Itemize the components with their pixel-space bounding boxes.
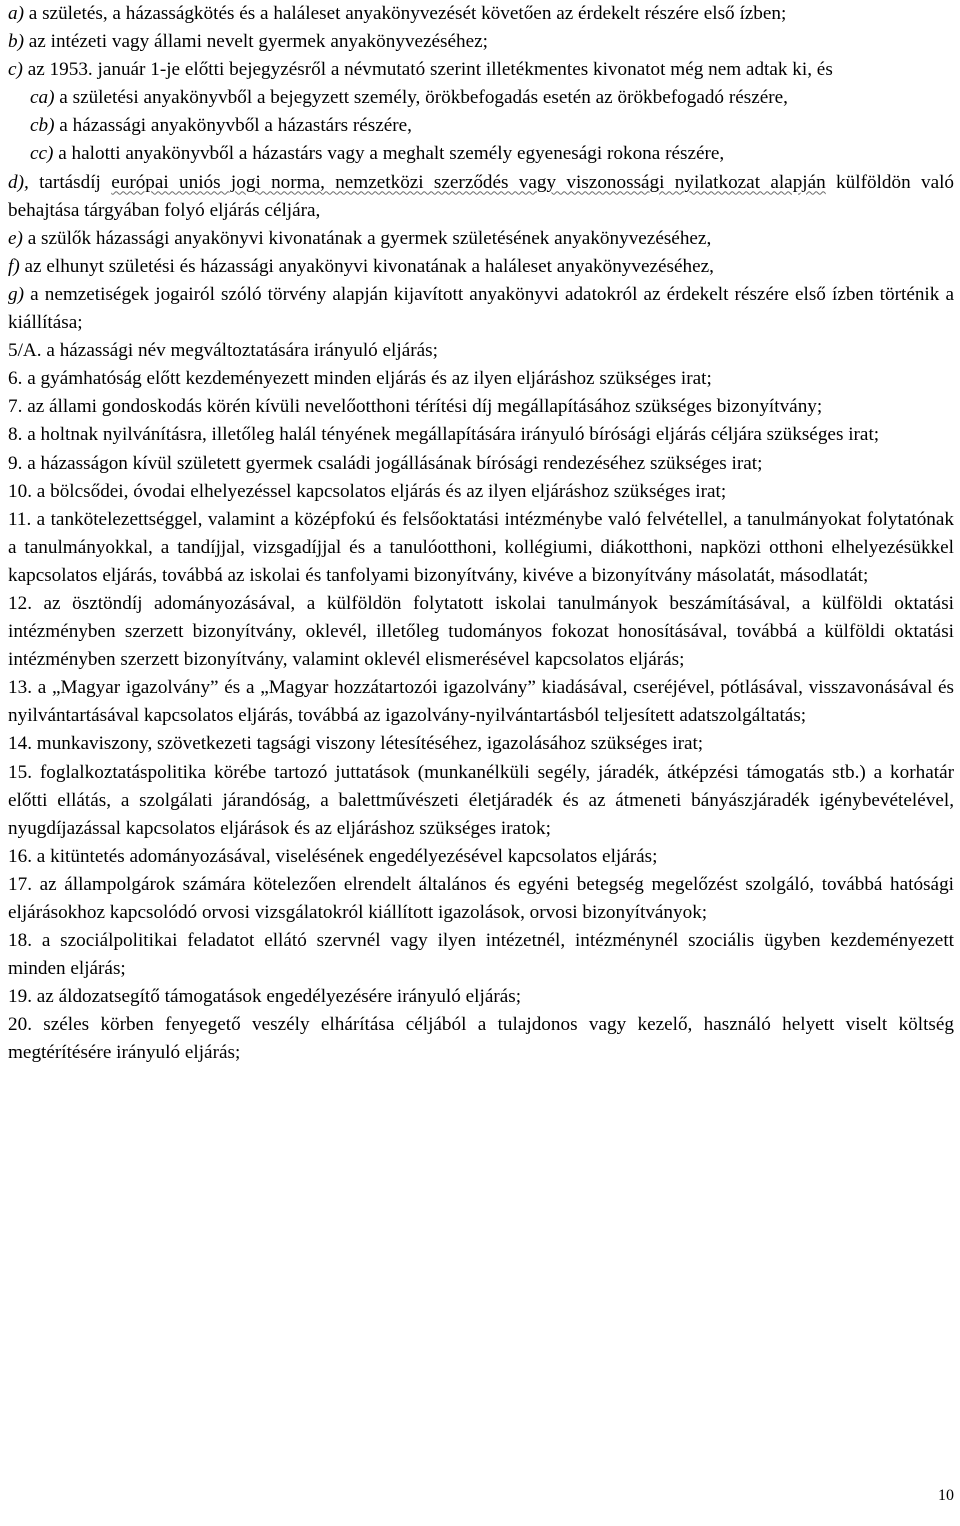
item-label: f)	[8, 255, 20, 277]
paragraph-9: 9. a házasságon kívül született gyermek családi jogállásának bírósági rendezéséhez szükséges irat;	[8, 452, 763, 474]
item-label: a)	[8, 3, 24, 24]
paragraph-15: 15. foglalkoztatáspolitika körébe tartozó juttatások (munkanélküli segély, járadék, átképzési támogatás stb.) a korhatár előtti ellátás, a szolgálati járandóság, a balettművészeti életjáradék és az átmeneti bányászjáradék igénybevételével, nyugdíjazással kapcsolatos eljárások és az eljáráshoz szükséges iratok;	[8, 761, 954, 839]
paragraph-ca	[8, 84, 954, 112]
item-label: ca)	[30, 87, 55, 109]
paragraph-12: 12. az ösztöndíj adományozásával, a külföldön folytatott iskolai tanulmányok beszámításával, a külföldi oktatási intézményben szerzett bizonyítvány, oklevél, illetőleg tudományos fokozat honosításával, továbbá a külföldi oktatási intézményben szerzett bizonyítvány, valamint oklevél elismerésével kapcsolatos eljárás;	[8, 592, 954, 671]
paragraph-13: 13. a „Magyar igazolvány” és a „Magyar hozzátartozói igazolvány” kiadásával, cseréjével, pótlásával, visszavonásával és nyilvántartásával kapcsolatos eljárás, továbbá az igazolvány-nyilvántartásból teljesített adatszolgáltatás;	[8, 677, 954, 727]
paragraph-cc	[8, 140, 954, 168]
paragraph-11: 11. a tankötelezettséggel, valamint a középfokú és felsőoktatási intézménybe való felvétellel, a tanulmányokat folytatónak a tanulmányokkal, a tandíjjal, vizsgadíjjal és a tanulóotthoni, kollégiumi, diákotthoni, napközi otthoni elhelyezésükkel kapcsolatos eljárás, továbbá az iskolai és tanfolyami bizonyítvány, kivéve a bizonyítvány másolatát, másodlatát;	[8, 508, 954, 586]
item-text: a házassági anyakönyvből a házastárs részére,	[54, 115, 412, 137]
item-text: a nemzetiségek jogairól szóló törvény alapján kijavított anyakönyvi adatokról az érdekelt részére első ízben történik a kiállítása;	[8, 283, 954, 334]
paragraph-6: 6. a gyámhatóság előtt kezdeményezett minden eljárás és az ilyen eljáráshoz szükséges irat;	[8, 368, 712, 390]
paragraph-16: 16. a kitüntetés adományozásával, viselésének engedélyezésével kapcsolatos eljárás;	[8, 845, 658, 867]
item-label: b)	[8, 31, 24, 53]
page-number: 10	[938, 1487, 954, 1504]
item-text: az 1953. január 1-je előtti bejegyzésről a névmutató szerint illetékmentes kivonatot még nem adtak ki, és	[22, 59, 833, 81]
paragraph-cb	[8, 112, 954, 140]
paragraph-14: 14. munkaviszony, szövetkezeti tagsági viszony létesítéséhez, igazolásához szükséges irat;	[8, 733, 704, 755]
paragraph-e	[8, 225, 954, 253]
paragraph-g	[8, 281, 954, 337]
paragraph-5a: 5/A. a házassági név megváltoztatására irányuló eljárás;	[8, 340, 438, 362]
paragraph-8: 8. a holtnak nyilvánításra, illetőleg halál tényének megállapítására irányuló bírósági eljárás céljára szükséges irat;	[8, 424, 880, 446]
paragraph-d	[8, 169, 954, 225]
item-text-before: tartásdíj	[28, 171, 112, 193]
paragraph-17: 17. az állampolgárok számára kötelezően elrendelt általános és egyéni betegség megelőzést szolgáló, továbbá hatósági eljárásokhoz kapcsolódó orvosi vizsgálatokról kiállított igazolások, orvosi bizonyítványok;	[8, 873, 954, 923]
item-label: cc)	[30, 143, 54, 165]
paragraph-c	[8, 56, 954, 84]
paragraph-a	[8, 0, 954, 28]
item-text: a szülők házassági anyakönyvi kivonatának a gyermek születésének anyakönyvezéséhez,	[22, 227, 712, 249]
paragraph-f	[8, 253, 954, 281]
item-text: a születés, a házasságkötés és a haláleset anyakönyvezését követően az érdekelt részére első ízben;	[23, 3, 787, 24]
item-text: külföldön való behajtása tárgyában folyó eljárás céljára,	[8, 171, 955, 221]
paragraph-20: 20. széles körben fenyegető veszély elhárítása céljából a tulajdonos vagy kezelő, használó helyett viselt költség megtérítésére irányuló eljárás;	[8, 1014, 954, 1064]
item-label: e)	[8, 227, 23, 249]
item-label: g)	[8, 283, 24, 305]
paragraph-10: 10. a bölcsődei, óvodai elhelyezéssel kapcsolatos eljárás és az ilyen eljáráshoz szükséges irat;	[8, 480, 727, 502]
item-label: c)	[8, 59, 23, 81]
item-label: d),	[8, 171, 29, 193]
paragraph-19: 19. az áldozatsegítő támogatások engedélyezésére irányuló eljárás;	[8, 986, 522, 1008]
paragraph-18: 18. a szociálpolitikai feladatot ellátó szervnél vagy ilyen intézetnél, intézménynél szociális ügyben kezdeményezett minden eljárás;	[8, 930, 954, 980]
item-text: az intézeti vagy állami nevelt gyermek anyakönyvezéséhez;	[23, 31, 488, 53]
paragraph-b	[8, 28, 954, 56]
item-text: a születési anyakönyvből a bejegyzett személy, örökbefogadás esetén az örökbefogadó részére,	[54, 87, 788, 109]
paragraph-7: 7. az állami gondoskodás körén kívüli nevelőotthoni térítési díj megállapításához szükséges bizonyítvány;	[8, 396, 823, 418]
item-text: az elhunyt születési és házassági anyakönyvi kivonatának a haláleset anyakönyvezéséhez,	[19, 255, 714, 277]
item-text: a halotti anyakönyvből a házastárs vagy a meghalt személy egyenesági rokona részére,	[53, 143, 725, 165]
item-label: cb)	[30, 115, 55, 137]
spellcheck-marked-text: európai uniós jogi norma, nemzetközi szerződés vagy viszonossági nyilatkozat alapján	[111, 171, 826, 193]
